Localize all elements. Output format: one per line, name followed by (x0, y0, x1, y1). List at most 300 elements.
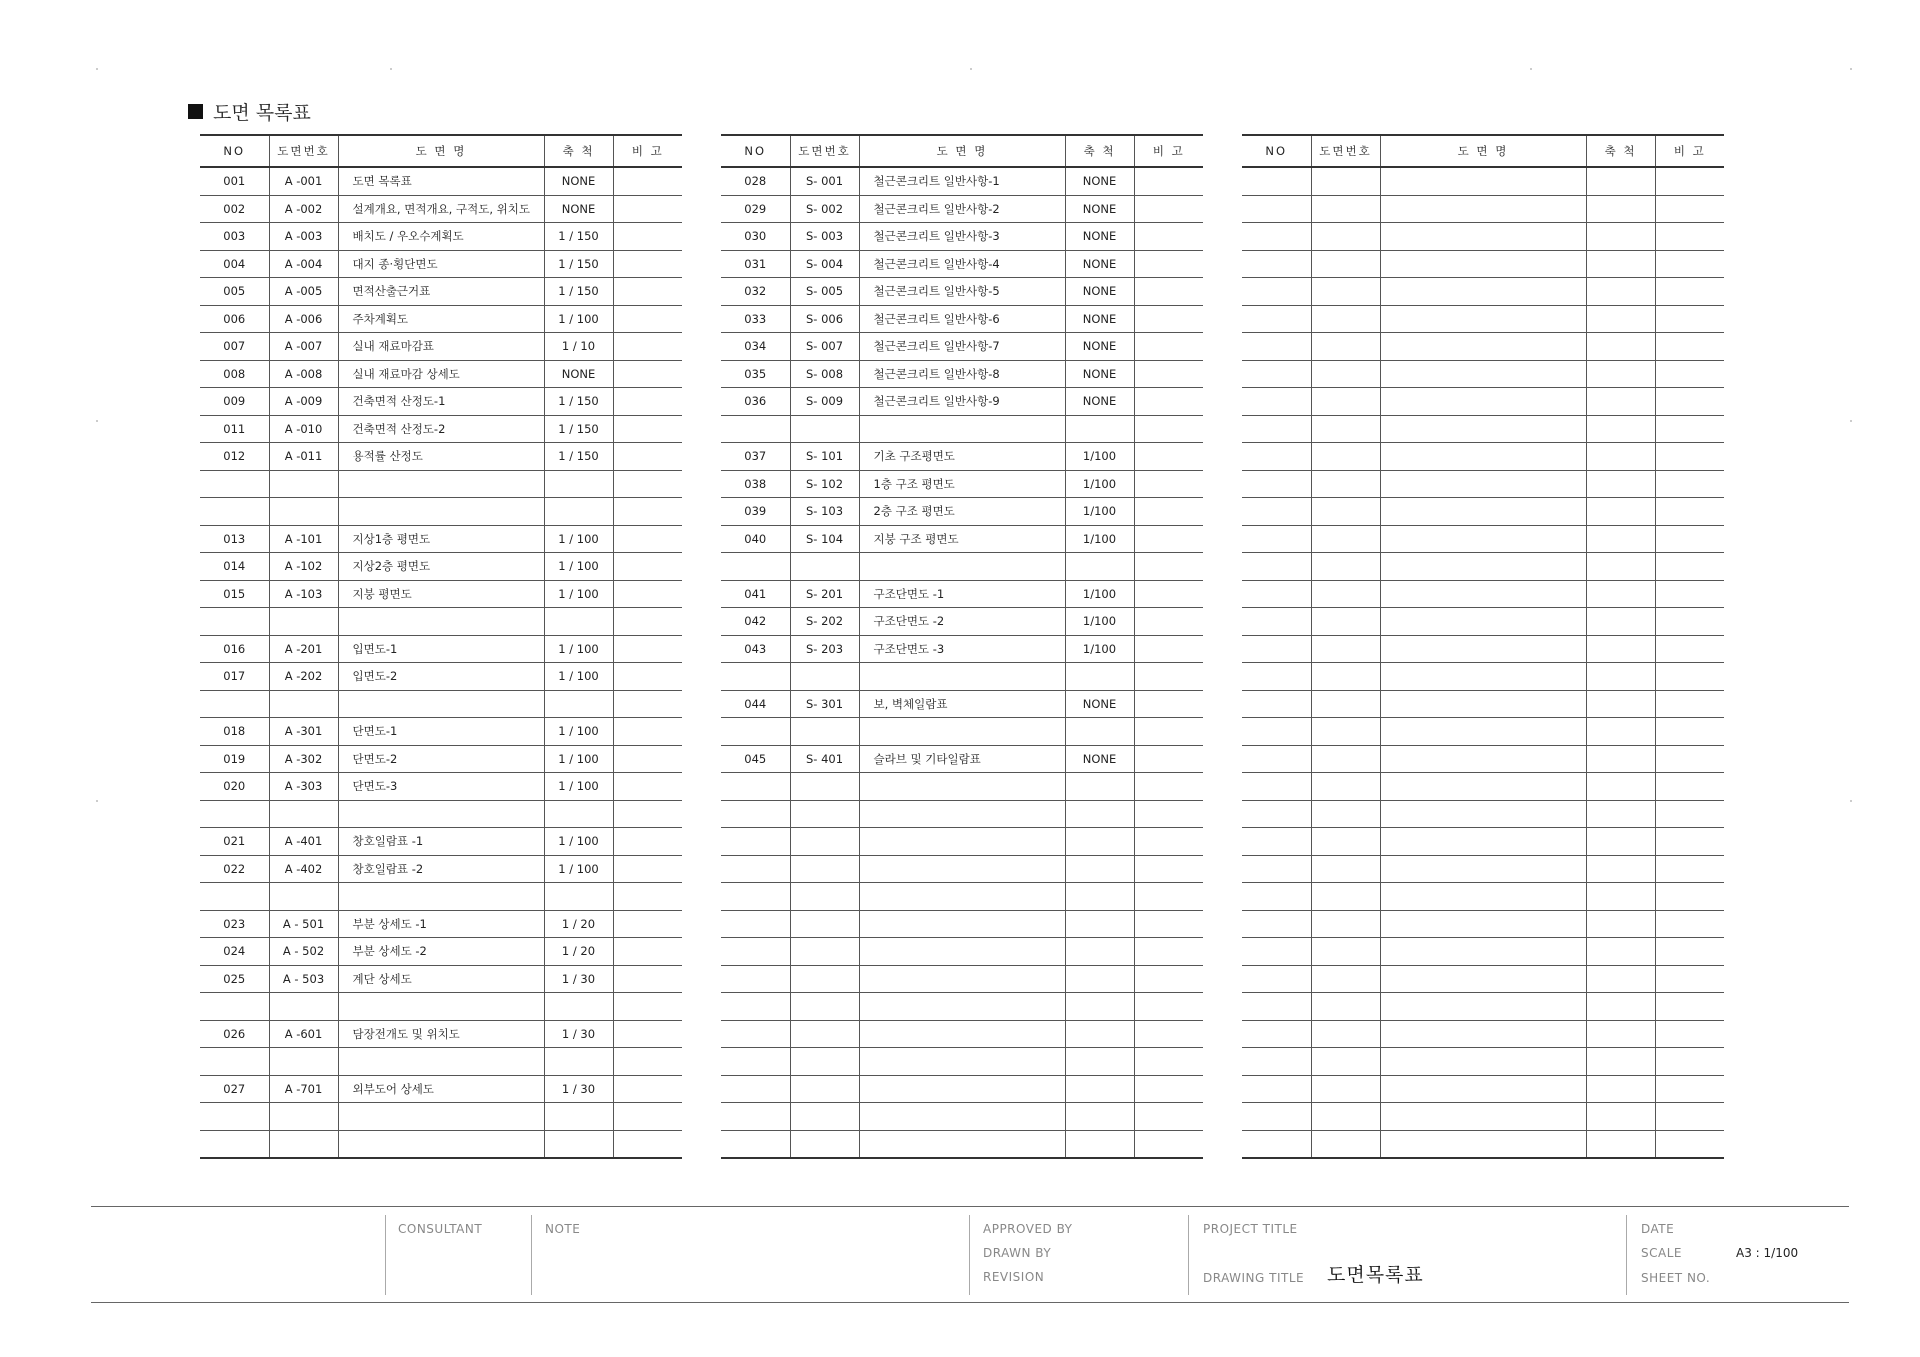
cell-no (721, 553, 790, 581)
cell-note (1655, 305, 1724, 333)
cell-scale: 1 / 10 (544, 333, 613, 361)
cell-name: 철근콘크리트 일반사항-8 (859, 360, 1065, 388)
cell-scale (1586, 580, 1655, 608)
cell-code (1311, 443, 1380, 471)
cell-no: 007 (200, 333, 269, 361)
cell-name: 계단 상세도 (338, 965, 544, 993)
table-row (1242, 415, 1724, 443)
table-row (721, 470, 1203, 498)
cell-note (613, 360, 682, 388)
cell-scale (1586, 250, 1655, 278)
cell-scale (1065, 993, 1134, 1021)
cell-name: 1층 구조 평면도 (859, 470, 1065, 498)
cell-code: S- 102 (790, 470, 859, 498)
cell-note (1134, 690, 1203, 718)
cell-name (1380, 690, 1586, 718)
cell-no (1242, 938, 1311, 966)
cell-name (1380, 360, 1586, 388)
cell-no (200, 1103, 269, 1131)
cell-note (613, 608, 682, 636)
cell-no (721, 663, 790, 691)
cell-note (1134, 608, 1203, 636)
table-row (200, 470, 682, 498)
cell-name (859, 883, 1065, 911)
cell-note (613, 745, 682, 773)
cell-name (338, 498, 544, 526)
cell-note (1134, 333, 1203, 361)
cell-scale (544, 470, 613, 498)
cell-code (1311, 167, 1380, 195)
cell-code: S- 004 (790, 250, 859, 278)
cell-no: 019 (200, 745, 269, 773)
table-row (200, 773, 682, 801)
table-row (1242, 663, 1724, 691)
table-row (721, 910, 1203, 938)
table-row (1242, 223, 1724, 251)
cell-no (721, 910, 790, 938)
cell-code (1311, 470, 1380, 498)
table-header-row (200, 135, 682, 167)
table-row (721, 1130, 1203, 1158)
cell-scale (1065, 1130, 1134, 1158)
cell-scale (1065, 553, 1134, 581)
cell-name (338, 800, 544, 828)
cell-name: 면적산출근거표 (338, 278, 544, 306)
title-block-divider (969, 1215, 970, 1295)
cell-note (613, 278, 682, 306)
cell-no (1242, 195, 1311, 223)
cell-scale (1065, 883, 1134, 911)
table-row (1242, 1130, 1724, 1158)
cell-note (613, 525, 682, 553)
cell-code (269, 690, 338, 718)
cell-name (859, 965, 1065, 993)
cell-scale (544, 1130, 613, 1158)
cell-no (1242, 525, 1311, 553)
table-row (1242, 608, 1724, 636)
cell-code (1311, 360, 1380, 388)
cell-scale: NONE (1065, 388, 1134, 416)
cell-no (721, 718, 790, 746)
table-row (200, 580, 682, 608)
table-row (721, 800, 1203, 828)
cell-no (1242, 828, 1311, 856)
table-row (200, 800, 682, 828)
cell-note (1655, 1020, 1724, 1048)
cell-code (1311, 195, 1380, 223)
cell-note (613, 167, 682, 195)
cell-name (1380, 553, 1586, 581)
cell-scale (1586, 883, 1655, 911)
cell-no (200, 608, 269, 636)
cell-note (1134, 965, 1203, 993)
cell-code (790, 828, 859, 856)
table-row (721, 1020, 1203, 1048)
cell-name (1380, 828, 1586, 856)
cell-no (1242, 1103, 1311, 1131)
cell-note (1134, 443, 1203, 471)
cell-scale (1586, 498, 1655, 526)
cell-name (1380, 965, 1586, 993)
cell-note (613, 305, 682, 333)
table-row (721, 553, 1203, 581)
cell-code (1311, 305, 1380, 333)
cell-note (1134, 250, 1203, 278)
cell-note (1655, 525, 1724, 553)
cell-no: 021 (200, 828, 269, 856)
cell-scale: NONE (1065, 250, 1134, 278)
cell-scale (544, 1103, 613, 1131)
cell-no: 005 (200, 278, 269, 306)
cell-note (1655, 250, 1724, 278)
cell-name (1380, 938, 1586, 966)
cell-code (1311, 773, 1380, 801)
cell-code (1311, 553, 1380, 581)
cell-name: 기초 구조평면도 (859, 443, 1065, 471)
cell-code: A -102 (269, 553, 338, 581)
cell-no (721, 415, 790, 443)
cell-scale (1586, 1103, 1655, 1131)
note-label: NOTE (545, 1222, 581, 1236)
cell-note (613, 910, 682, 938)
cell-note (1134, 800, 1203, 828)
cell-scale: 1/100 (1065, 608, 1134, 636)
cell-name (1380, 883, 1586, 911)
table-header-row (1242, 135, 1724, 167)
cell-note (1655, 415, 1724, 443)
title-block-divider (385, 1215, 386, 1295)
cell-no (721, 828, 790, 856)
cell-note (613, 195, 682, 223)
cell-name: 철근콘크리트 일반사항-7 (859, 333, 1065, 361)
table-row (200, 333, 682, 361)
cell-note (613, 415, 682, 443)
cell-no: 032 (721, 278, 790, 306)
sheet-table-1 (200, 134, 682, 1159)
cell-no (721, 1048, 790, 1076)
cell-code (1311, 993, 1380, 1021)
cell-no: 034 (721, 333, 790, 361)
cell-name (1380, 718, 1586, 746)
cell-note (1134, 278, 1203, 306)
cell-code: S- 001 (790, 167, 859, 195)
cell-no: 037 (721, 443, 790, 471)
cell-name: 대지 종·횡단면도 (338, 250, 544, 278)
cell-no: 038 (721, 470, 790, 498)
cell-name (1380, 635, 1586, 663)
cell-no: 033 (721, 305, 790, 333)
cell-name: 철근콘크리트 일반사항-2 (859, 195, 1065, 223)
cell-code (1311, 223, 1380, 251)
cell-no (200, 993, 269, 1021)
table-row (1242, 167, 1724, 195)
cell-scale: 1 / 100 (544, 828, 613, 856)
cell-code (1311, 965, 1380, 993)
table-row (1242, 855, 1724, 883)
cell-no: 009 (200, 388, 269, 416)
cell-note (613, 855, 682, 883)
table-row (200, 305, 682, 333)
cell-scale: 1 / 150 (544, 223, 613, 251)
cell-code: A -006 (269, 305, 338, 333)
cell-name: 철근콘크리트 일반사항-1 (859, 167, 1065, 195)
cell-name (859, 1075, 1065, 1103)
cell-scale (544, 800, 613, 828)
cell-note (1134, 1130, 1203, 1158)
cell-no (1242, 167, 1311, 195)
table-row (721, 718, 1203, 746)
cell-no (1242, 690, 1311, 718)
cell-code: S- 005 (790, 278, 859, 306)
cell-scale: 1 / 100 (544, 580, 613, 608)
cell-no (1242, 388, 1311, 416)
cell-no (721, 1130, 790, 1158)
title-block-bottom-border (91, 1302, 1849, 1303)
table-row (721, 195, 1203, 223)
cell-code: A -008 (269, 360, 338, 388)
cell-code: A -003 (269, 223, 338, 251)
cell-no (721, 965, 790, 993)
cell-scale (1586, 938, 1655, 966)
consultant-label: CONSULTANT (398, 1222, 483, 1236)
cell-scale: 1/100 (1065, 470, 1134, 498)
cell-code: A - 502 (269, 938, 338, 966)
cell-no (1242, 1048, 1311, 1076)
table-row (1242, 1048, 1724, 1076)
table-row (200, 223, 682, 251)
cell-code: S- 103 (790, 498, 859, 526)
table-row (1242, 828, 1724, 856)
cell-no (1242, 443, 1311, 471)
cell-name: 구조단면도 -1 (859, 580, 1065, 608)
section-title (188, 98, 311, 125)
cell-scale: NONE (1065, 195, 1134, 223)
cell-note (1134, 195, 1203, 223)
cell-name (338, 883, 544, 911)
cell-note (1134, 1075, 1203, 1103)
cell-name: 담장전개도 및 위치도 (338, 1020, 544, 1048)
cell-no: 036 (721, 388, 790, 416)
table-row (1242, 745, 1724, 773)
cell-note (1134, 828, 1203, 856)
cell-scale: 1 / 150 (544, 250, 613, 278)
cell-code: A -301 (269, 718, 338, 746)
cell-name (859, 1103, 1065, 1131)
table-row (1242, 470, 1724, 498)
cell-no (1242, 305, 1311, 333)
drawn-by-label: DRAWN BY (983, 1246, 1052, 1260)
cell-code: S- 301 (790, 690, 859, 718)
table-row (1242, 580, 1724, 608)
table-row (200, 993, 682, 1021)
cell-no: 039 (721, 498, 790, 526)
cell-scale (1065, 1075, 1134, 1103)
cell-no: 030 (721, 223, 790, 251)
grid-dot (970, 68, 972, 70)
cell-no (1242, 910, 1311, 938)
cell-no (1242, 965, 1311, 993)
cell-scale (1586, 828, 1655, 856)
table-row (1242, 1020, 1724, 1048)
cell-code (1311, 910, 1380, 938)
cell-note (613, 443, 682, 471)
grid-dot (96, 800, 98, 802)
cell-no: 020 (200, 773, 269, 801)
cell-scale (1065, 773, 1134, 801)
cell-code: A -202 (269, 663, 338, 691)
table-row (200, 278, 682, 306)
cell-code (1311, 498, 1380, 526)
table-row (721, 993, 1203, 1021)
cell-scale: 1 / 100 (544, 773, 613, 801)
cell-code: A -103 (269, 580, 338, 608)
cell-scale (1586, 1048, 1655, 1076)
cell-scale (1586, 910, 1655, 938)
cell-no (721, 883, 790, 911)
cell-note (1655, 1048, 1724, 1076)
table-row (1242, 333, 1724, 361)
cell-note (1134, 745, 1203, 773)
column-header-code: 도면번호 (790, 135, 859, 167)
cell-scale (1586, 443, 1655, 471)
cell-note (1134, 360, 1203, 388)
cell-no (721, 1103, 790, 1131)
cell-note (1655, 635, 1724, 663)
cell-no (1242, 718, 1311, 746)
cell-code (1311, 333, 1380, 361)
cell-no (1242, 580, 1311, 608)
cell-code (1311, 828, 1380, 856)
cell-scale (1065, 415, 1134, 443)
table-row (721, 388, 1203, 416)
cell-no: 004 (200, 250, 269, 278)
table-row (1242, 1075, 1724, 1103)
cell-scale (544, 1048, 613, 1076)
cell-code (269, 883, 338, 911)
cell-note (1655, 663, 1724, 691)
cell-scale: NONE (1065, 333, 1134, 361)
cell-name (1380, 663, 1586, 691)
cell-scale: NONE (1065, 745, 1134, 773)
cell-scale: 1 / 150 (544, 278, 613, 306)
cell-scale (1586, 718, 1655, 746)
cell-code (1311, 718, 1380, 746)
cell-scale (544, 608, 613, 636)
cell-name (859, 993, 1065, 1021)
cell-code: S- 008 (790, 360, 859, 388)
cell-scale (1586, 167, 1655, 195)
cell-code: S- 203 (790, 635, 859, 663)
column-header-no: NO (1242, 135, 1311, 167)
cell-note (1655, 278, 1724, 306)
table-row (200, 1020, 682, 1048)
cell-note (613, 1048, 682, 1076)
cell-scale: 1/100 (1065, 525, 1134, 553)
cell-name: 입면도-2 (338, 663, 544, 691)
cell-name: 창호일람표 -2 (338, 855, 544, 883)
cell-note (613, 1130, 682, 1158)
cell-name: 2층 구조 평면도 (859, 498, 1065, 526)
cell-note (613, 828, 682, 856)
cell-note (613, 553, 682, 581)
cell-scale (1065, 910, 1134, 938)
cell-name (859, 800, 1065, 828)
cell-note (1134, 855, 1203, 883)
table-row (721, 305, 1203, 333)
table-row (721, 1075, 1203, 1103)
cell-no: 031 (721, 250, 790, 278)
cell-name (859, 553, 1065, 581)
cell-scale (1586, 415, 1655, 443)
revision-label: REVISION (983, 1270, 1045, 1284)
cell-no (721, 773, 790, 801)
cell-code: A -002 (269, 195, 338, 223)
cell-name: 배치도 / 우오수계획도 (338, 223, 544, 251)
table-row (200, 553, 682, 581)
cell-no (200, 470, 269, 498)
table-row (200, 195, 682, 223)
scale-label: SCALE (1641, 1246, 1682, 1260)
cell-no: 012 (200, 443, 269, 471)
grid-dot (1850, 420, 1852, 422)
cell-name: 실내 재료마감 상세도 (338, 360, 544, 388)
cell-no (1242, 608, 1311, 636)
cell-scale: 1 / 30 (544, 1020, 613, 1048)
cell-no: 043 (721, 635, 790, 663)
cell-no: 025 (200, 965, 269, 993)
cell-scale (1586, 993, 1655, 1021)
cell-name (859, 910, 1065, 938)
cell-note (1655, 883, 1724, 911)
table-row (721, 525, 1203, 553)
cell-code: A -601 (269, 1020, 338, 1048)
cell-scale (1586, 525, 1655, 553)
cell-code (269, 608, 338, 636)
table-row (200, 498, 682, 526)
cell-note (613, 965, 682, 993)
cell-code: A -401 (269, 828, 338, 856)
table-row (1242, 278, 1724, 306)
cell-note (1655, 443, 1724, 471)
cell-no: 018 (200, 718, 269, 746)
cell-no (721, 855, 790, 883)
cell-note (1134, 470, 1203, 498)
cell-note (613, 580, 682, 608)
cell-note (1655, 855, 1724, 883)
cell-no: 029 (721, 195, 790, 223)
cell-code (790, 910, 859, 938)
column-header-name: 도 면 명 (1380, 135, 1586, 167)
cell-name (1380, 993, 1586, 1021)
cell-note (1134, 1020, 1203, 1048)
cell-scale (1586, 608, 1655, 636)
table-row (1242, 1103, 1724, 1131)
title-block-top-border (91, 1206, 1849, 1207)
cell-name (1380, 278, 1586, 306)
cell-name (338, 1103, 544, 1131)
cell-no: 014 (200, 553, 269, 581)
cell-note (1134, 498, 1203, 526)
table-row (200, 415, 682, 443)
cell-scale (1065, 800, 1134, 828)
cell-name: 철근콘크리트 일반사항-9 (859, 388, 1065, 416)
cell-code (269, 470, 338, 498)
cell-code (269, 498, 338, 526)
cell-scale: NONE (544, 167, 613, 195)
cell-scale: 1 / 100 (544, 663, 613, 691)
table-row (1242, 773, 1724, 801)
cell-no (200, 883, 269, 911)
